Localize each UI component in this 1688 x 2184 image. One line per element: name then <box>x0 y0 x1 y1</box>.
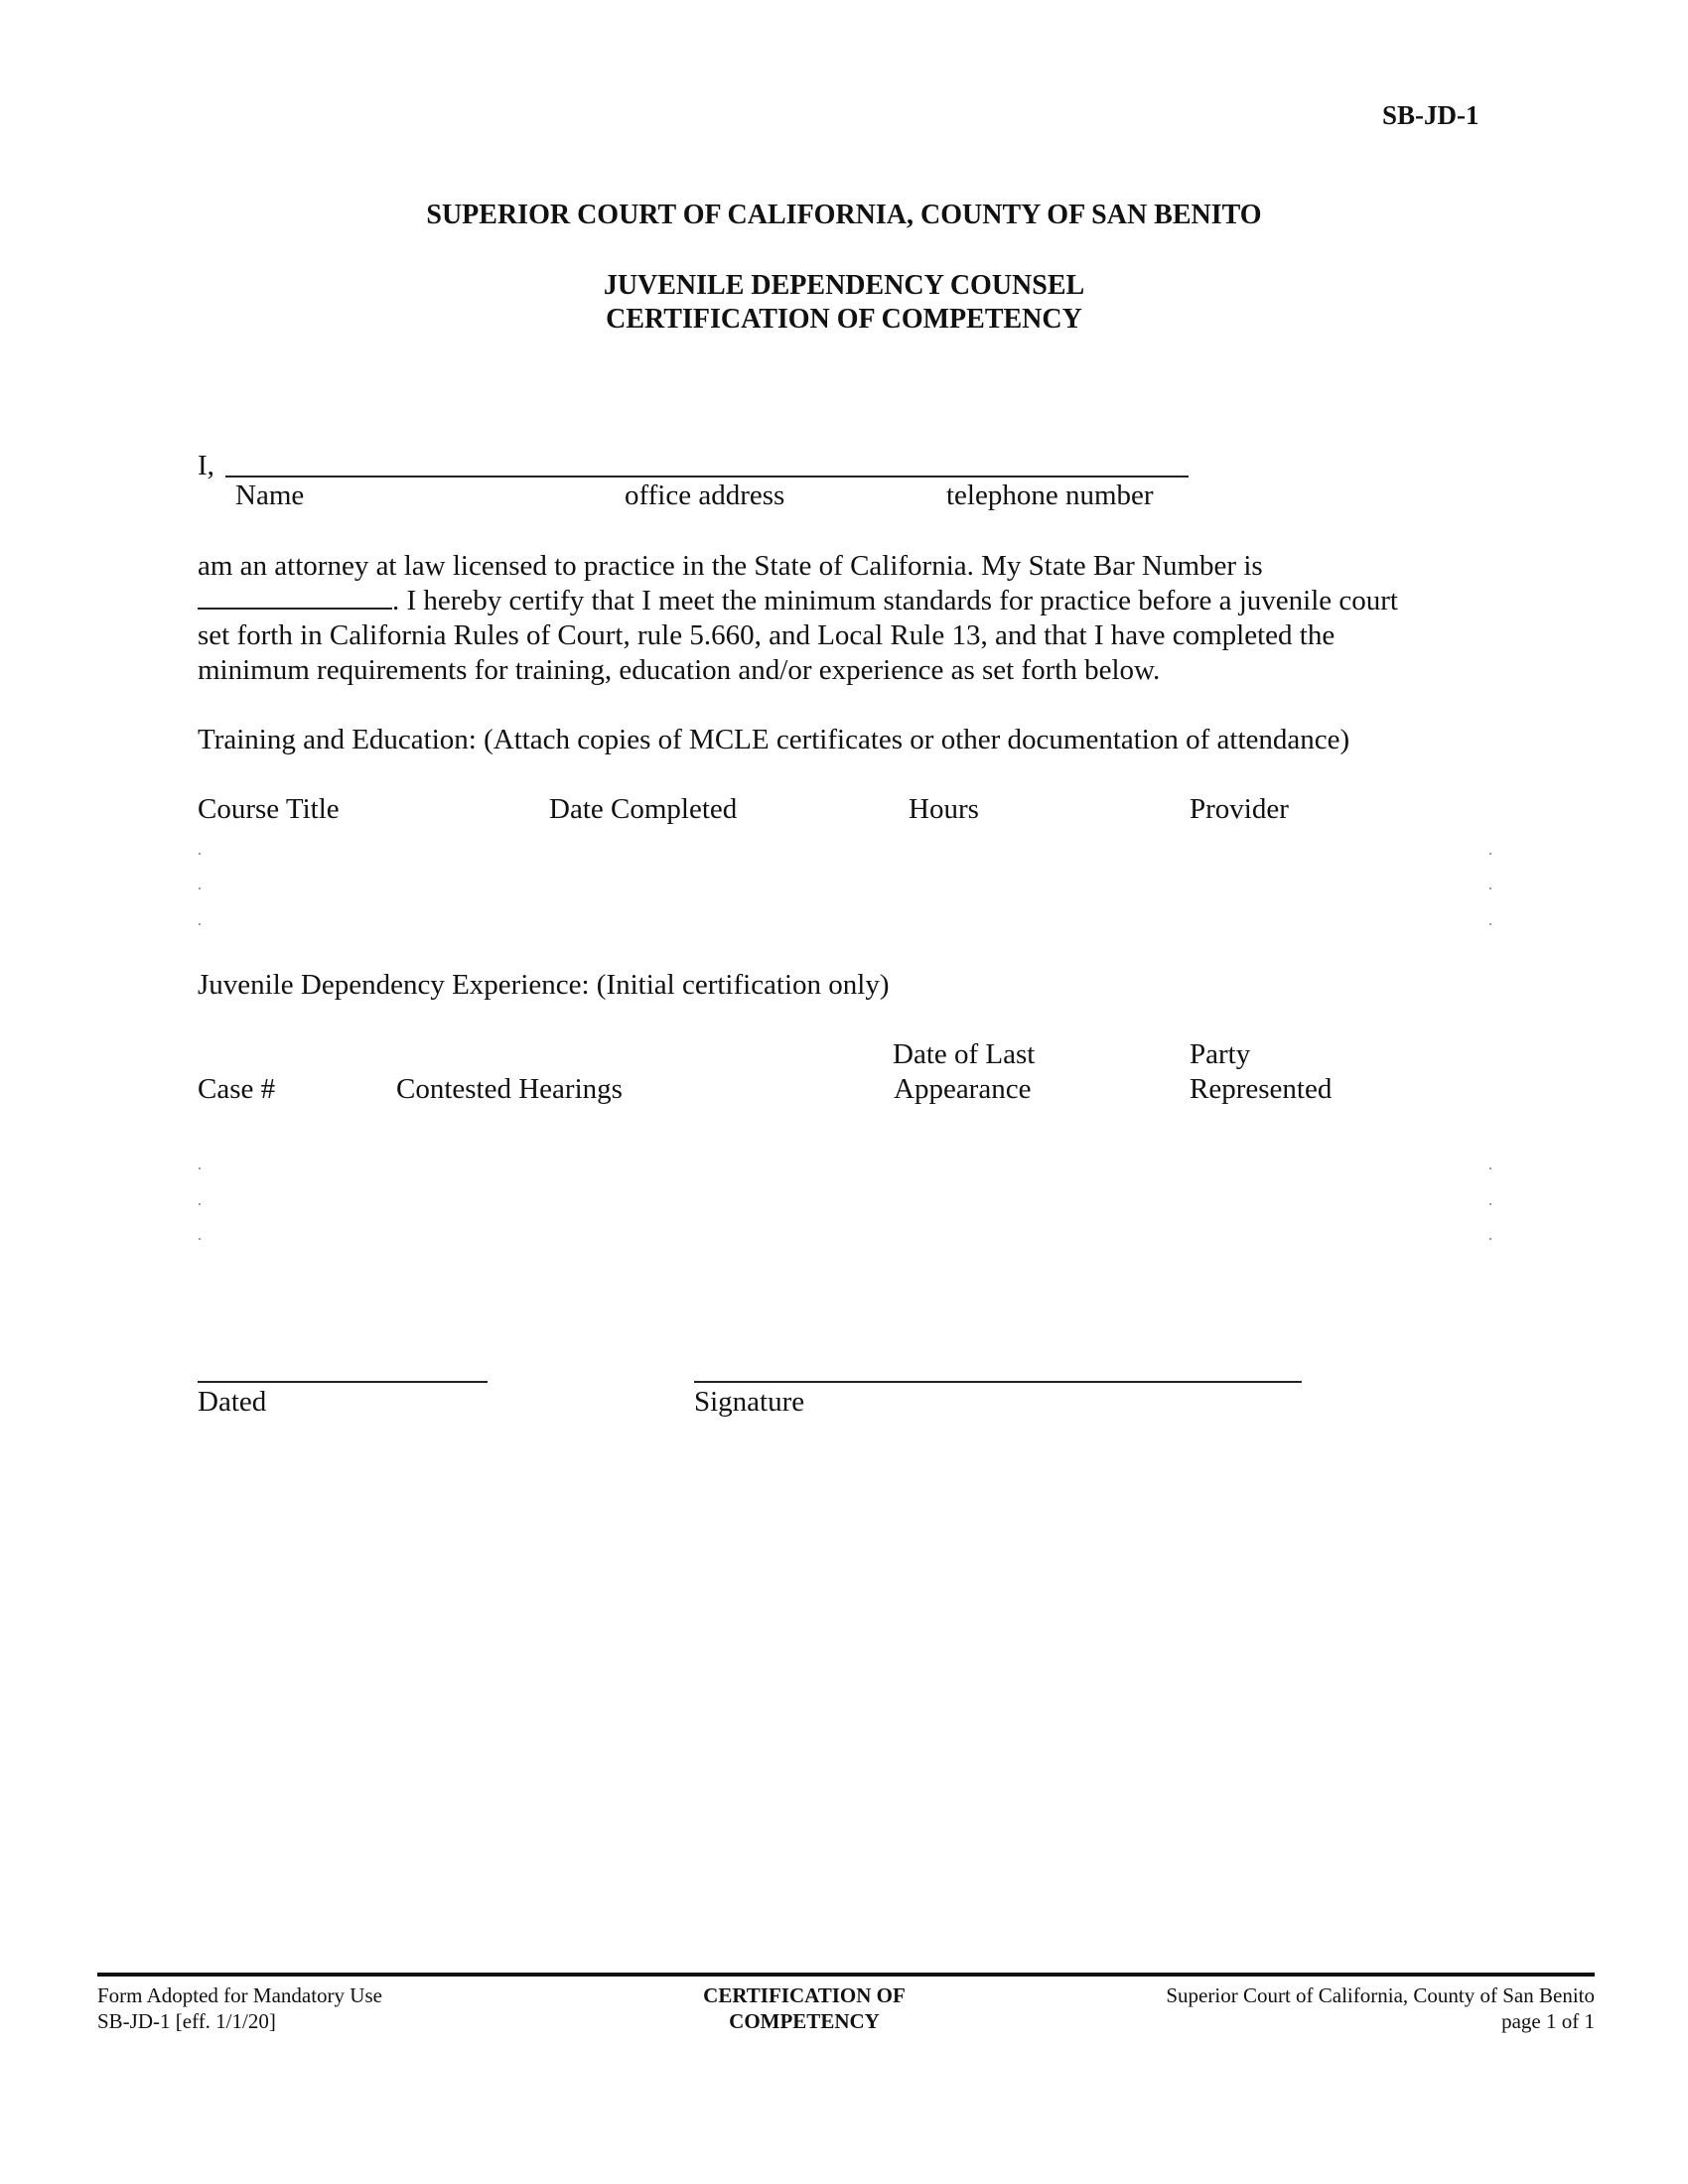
col-party-line-2: Represented <box>1190 1073 1333 1105</box>
experience-row-marker <box>199 1167 201 1169</box>
heading-line-2: CERTIFICATION OF COMPETENCY <box>606 304 1082 335</box>
col-party-line-1: Party <box>1190 1038 1251 1070</box>
footer-right <box>1166 1982 1595 2034</box>
footer-center-line-2: COMPETENCY <box>729 2009 880 2033</box>
certification-line-2 <box>198 584 1488 618</box>
training-row-marker <box>199 887 201 889</box>
certification-line-1: am an attorney at law licensed to practice in the State of California. My State Bar Number is <box>198 550 1263 582</box>
experience-heading: Juvenile Dependency Experience: (Initial certification only) <box>198 969 890 1001</box>
training-heading: Training and Education: (Attach copies of MCLE certificates or other documentation of attendance) <box>198 724 1350 755</box>
col-course-title: Course Title <box>198 793 340 825</box>
footer-rule <box>97 1973 1595 1977</box>
heading-line-1: JUVENILE DEPENDENCY COUNSEL <box>603 270 1085 301</box>
footer-right-line-2: page 1 of 1 <box>1501 2009 1595 2033</box>
col-date-last-line-2: Appearance <box>894 1073 1032 1105</box>
experience-row-marker <box>199 1238 201 1240</box>
footer-left-line-1: Form Adopted for Mandatory Use <box>97 1983 382 2007</box>
form-id: SB-JD-1 <box>1382 100 1479 130</box>
training-row-marker <box>1489 923 1491 925</box>
experience-row-marker <box>199 1203 201 1205</box>
name-label: Name <box>235 479 305 511</box>
court-title: SUPERIOR COURT OF CALIFORNIA, COUNTY OF SAN BENITO <box>426 200 1262 230</box>
footer-center-line-1: CERTIFICATION OF <box>703 1983 906 2007</box>
training-row-marker <box>199 853 201 855</box>
state-bar-number-blank[interactable] <box>198 584 392 610</box>
dated-input-line[interactable] <box>198 1381 488 1383</box>
col-hours: Hours <box>909 793 979 825</box>
experience-row-marker <box>1489 1167 1491 1169</box>
certification-line-3: set forth in California Rules of Court, rule 5.660, and Local Rule 13, and that I have completed the <box>198 619 1336 651</box>
footer-right-line-1: Superior Court of California, County of San Benito <box>1166 1983 1595 2007</box>
signature-label: Signature <box>694 1386 805 1418</box>
experience-row-marker <box>1489 1238 1491 1240</box>
training-row-marker <box>199 923 201 925</box>
dated-label: Dated <box>198 1386 267 1418</box>
telephone-number-label: telephone number <box>946 479 1154 511</box>
col-date-last-line-1: Date of Last <box>893 1038 1036 1070</box>
identity-input-line[interactable] <box>225 476 1189 478</box>
experience-row-marker <box>1489 1203 1491 1205</box>
col-case-number: Case # <box>198 1073 276 1105</box>
certification-line-2-text: . I hereby certify that I meet the minimum standards for practice before a juvenile court <box>392 585 1398 616</box>
training-row-marker <box>1489 853 1491 855</box>
certification-line-4: minimum requirements for training, education and/or experience as set forth below. <box>198 654 1161 686</box>
col-date-completed: Date Completed <box>549 793 738 825</box>
identity-prefix: I, <box>198 450 214 481</box>
col-provider: Provider <box>1190 793 1289 825</box>
training-row-marker <box>1489 887 1491 889</box>
office-address-label: office address <box>625 479 785 511</box>
footer-center <box>655 1982 953 2034</box>
signature-input-line[interactable] <box>694 1381 1302 1383</box>
certification-paragraph <box>198 549 1488 688</box>
footer-left-line-2: SB-JD-1 [eff. 1/1/20] <box>97 2009 276 2033</box>
col-contested-hearings: Contested Hearings <box>396 1073 623 1105</box>
